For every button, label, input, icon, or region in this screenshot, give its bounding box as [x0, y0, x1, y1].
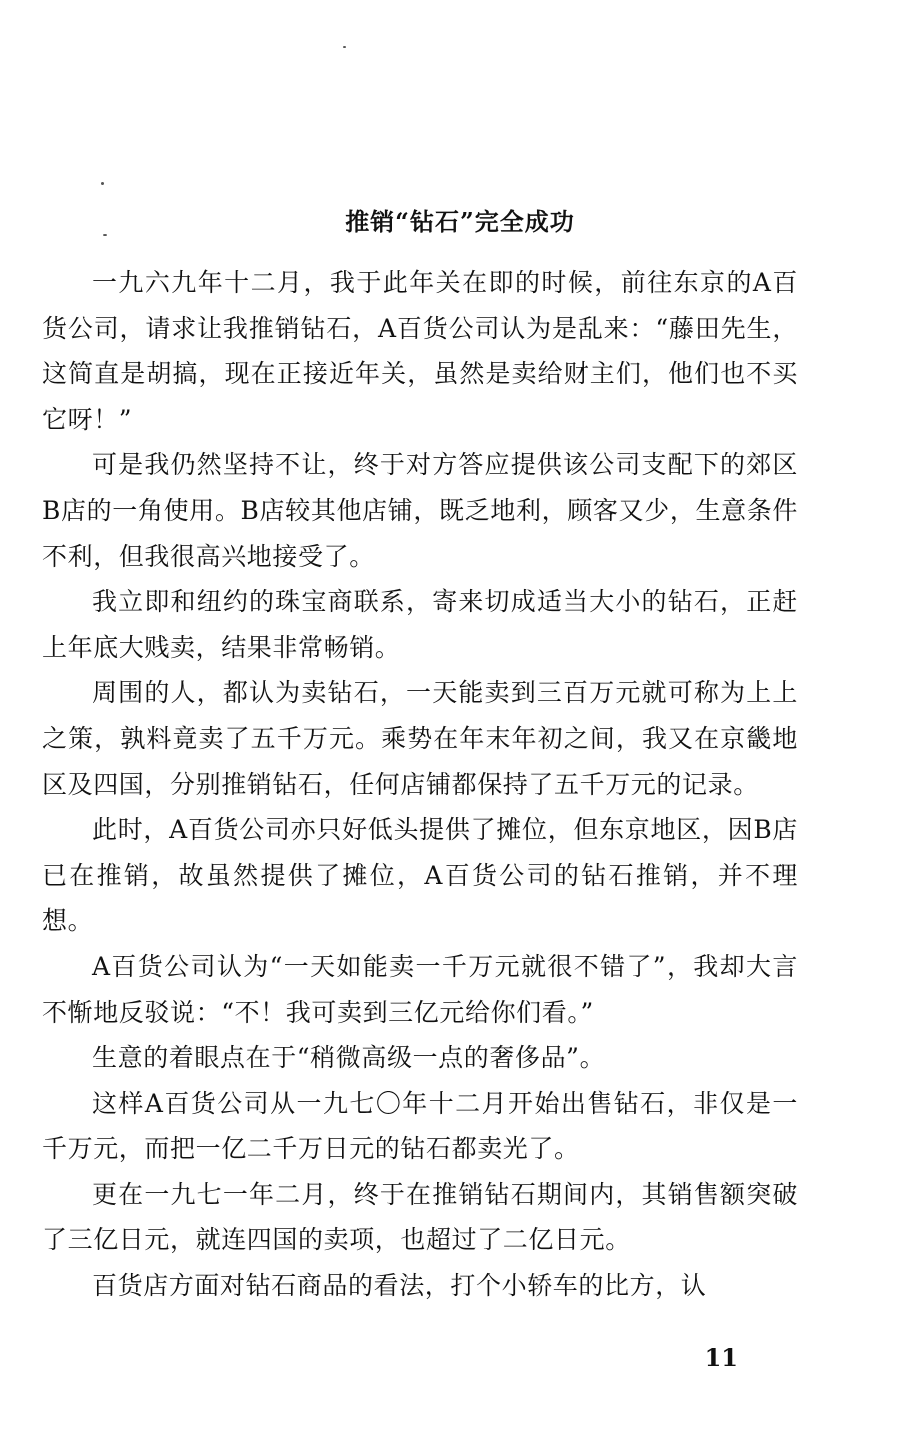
paragraph-1: 一九六九年十二月，我于此年关在即的时候，前往东京的A百货公司，请求让我推销钻石，A百货公司认为是乱来：“藤田先生，这简直是胡搞，现在正接近年关，虽然是卖给财主们，他们也不买它呀！”	[42, 268, 798, 434]
page-number: 11	[704, 1343, 738, 1372]
paragraph-6: A百货公司认为“一天如能卖一千万元就很不错了”，我却大言不惭地反驳说：“不！我可卖到三亿元给你们看。”	[42, 951, 798, 1027]
paragraph-5: 此时，A百货公司亦只好低头提供了摊位，但东京地区，因B店已在推销，故虽然提供了摊位，A百货公司的钻石推销，并不理想。	[42, 815, 798, 936]
paragraph-3: 我立即和纽约的珠宝商联系，寄来切成适当大小的钻石，正赶上年底大贱卖，结果非常畅销。	[42, 587, 798, 662]
body-text	[42, 260, 798, 1309]
section-title: 推销“钻石”完全成功	[345, 207, 575, 236]
paragraph-8: 这样A百货公司从一九七〇年十二月开始出售钻石，非仅是一千万元，而把一亿二千万日元的钻石都卖光了。	[42, 1088, 798, 1164]
paragraph-2: 可是我仍然坚持不让，终于对方答应提供该公司支配下的郊区B店的一角使用。B店较其他店铺，既乏地利，顾客又少，生意条件不利，但我很高兴地接受了。	[42, 450, 798, 571]
print-speck	[343, 46, 346, 48]
print-speck	[101, 182, 104, 185]
paragraph-9: 更在一九七一年二月，终于在推销钻石期间内，其销售额突破了三亿日元，就连四国的卖项，也超过了二亿日元。	[42, 1179, 798, 1255]
paragraph-7: 生意的着眼点在于“稍微高级一点的奢侈品”。	[92, 1043, 606, 1073]
paragraph-4: 周围的人，都认为卖钻石，一天能卖到三百万元就可称为上上之策，孰料竟卖了五千万元。乘势在年末年初之间，我又在京畿地区及四国，分别推销钻石，任何店铺都保持了五千万元的记录。	[42, 678, 798, 799]
paragraph-10: 百货店方面对钻石商品的看法，打个小轿车的比方，认	[92, 1271, 707, 1301]
